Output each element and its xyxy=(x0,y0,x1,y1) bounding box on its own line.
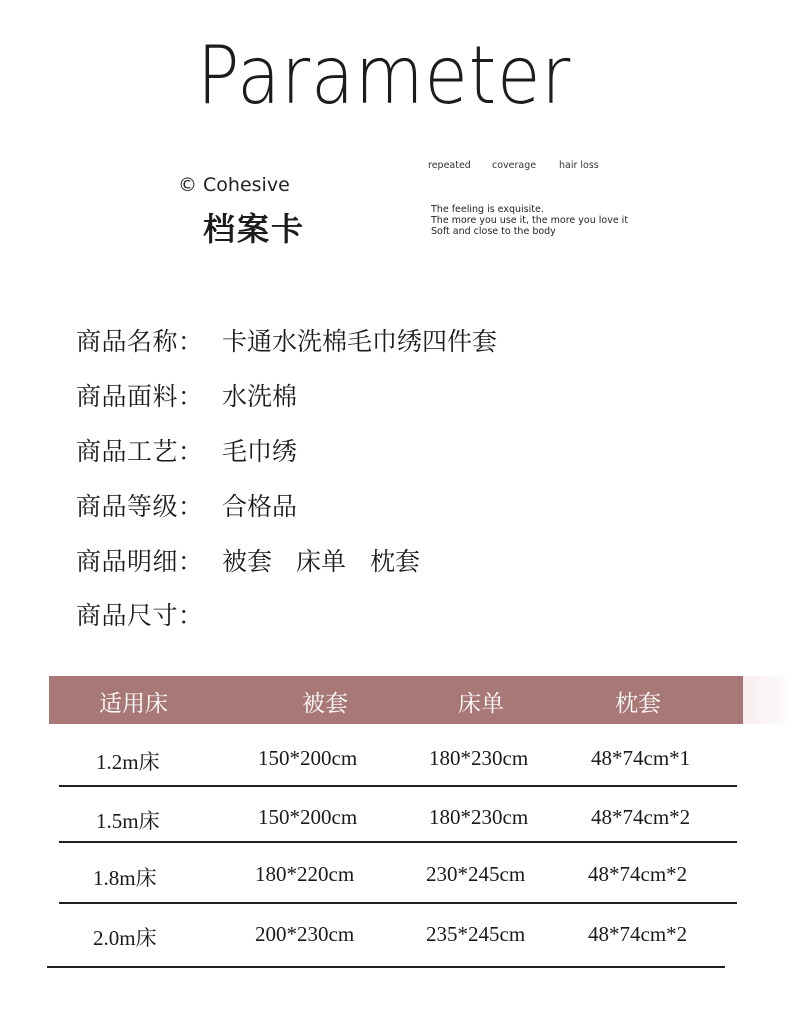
tag-coverage: coverage xyxy=(492,160,537,171)
card-title: 档案卡 xyxy=(203,210,306,248)
info-label: 商品面料： xyxy=(76,382,204,411)
header-duvet: 被套 xyxy=(302,691,348,717)
info-value: 毛巾绣 xyxy=(222,437,298,466)
detail-item: 床单 xyxy=(296,547,347,576)
info-label: 商品名称： xyxy=(76,327,204,356)
table-row xyxy=(49,746,743,806)
header-pillowcase: 枕套 xyxy=(615,691,661,717)
info-value: 合格品 xyxy=(222,492,298,521)
cell-pillowcase: 48*74cm*2 xyxy=(588,922,688,946)
cell-duvet: 180*220cm xyxy=(255,862,355,886)
page-title: Parameter xyxy=(197,29,572,122)
cell-duvet: 150*200cm xyxy=(258,746,358,770)
cell-bed: 2.0m床 xyxy=(93,926,157,950)
cell-duvet: 150*200cm xyxy=(258,805,358,829)
info-value xyxy=(222,542,444,578)
detail-item: 被套 xyxy=(222,547,273,576)
tag-repeated: repeated xyxy=(428,160,471,171)
cell-bed: 1.8m床 xyxy=(93,866,157,890)
info-label: 商品明细： xyxy=(76,547,204,576)
table-row xyxy=(49,805,743,865)
header-bed: 适用床 xyxy=(99,691,168,717)
info-label: 商品等级： xyxy=(76,492,204,521)
slogan-line: The more you use it, the more you love it xyxy=(431,215,629,226)
cell-bed: 1.2m床 xyxy=(96,750,160,774)
info-label: 商品尺寸： xyxy=(76,601,204,630)
row-divider xyxy=(59,841,737,843)
cell-pillowcase: 48*74cm*2 xyxy=(591,805,691,829)
info-value: 水洗棉 xyxy=(222,382,298,411)
row-divider xyxy=(59,902,737,904)
cell-pillowcase: 48*74cm*1 xyxy=(591,746,691,770)
table-row xyxy=(49,922,743,982)
cell-sheet: 230*245cm xyxy=(426,862,526,886)
cell-bed: 1.5m床 xyxy=(96,809,160,833)
row-divider xyxy=(59,785,737,787)
cell-duvet: 200*230cm xyxy=(255,922,355,946)
detail-item: 枕套 xyxy=(370,547,421,576)
row-divider xyxy=(47,966,725,968)
slogan xyxy=(431,204,628,237)
cell-sheet: 180*230cm xyxy=(429,746,529,770)
info-value: 卡通水洗棉毛巾绣四件套 xyxy=(222,327,498,356)
slogan-line: The feeling is exquisite. xyxy=(431,204,544,215)
cell-sheet: 180*230cm xyxy=(429,805,529,829)
table-header xyxy=(49,676,743,724)
cell-pillowcase: 48*74cm*2 xyxy=(588,862,688,886)
cell-sheet: 235*245cm xyxy=(426,922,526,946)
brand-name: © Cohesive xyxy=(178,174,290,196)
table-row xyxy=(49,862,743,922)
header-fade xyxy=(743,676,787,724)
tag-hair-loss: hair loss xyxy=(559,160,599,171)
header-sheet: 床单 xyxy=(458,691,504,717)
slogan-line: Soft and close to the body xyxy=(431,226,556,237)
info-label: 商品工艺： xyxy=(76,437,204,466)
